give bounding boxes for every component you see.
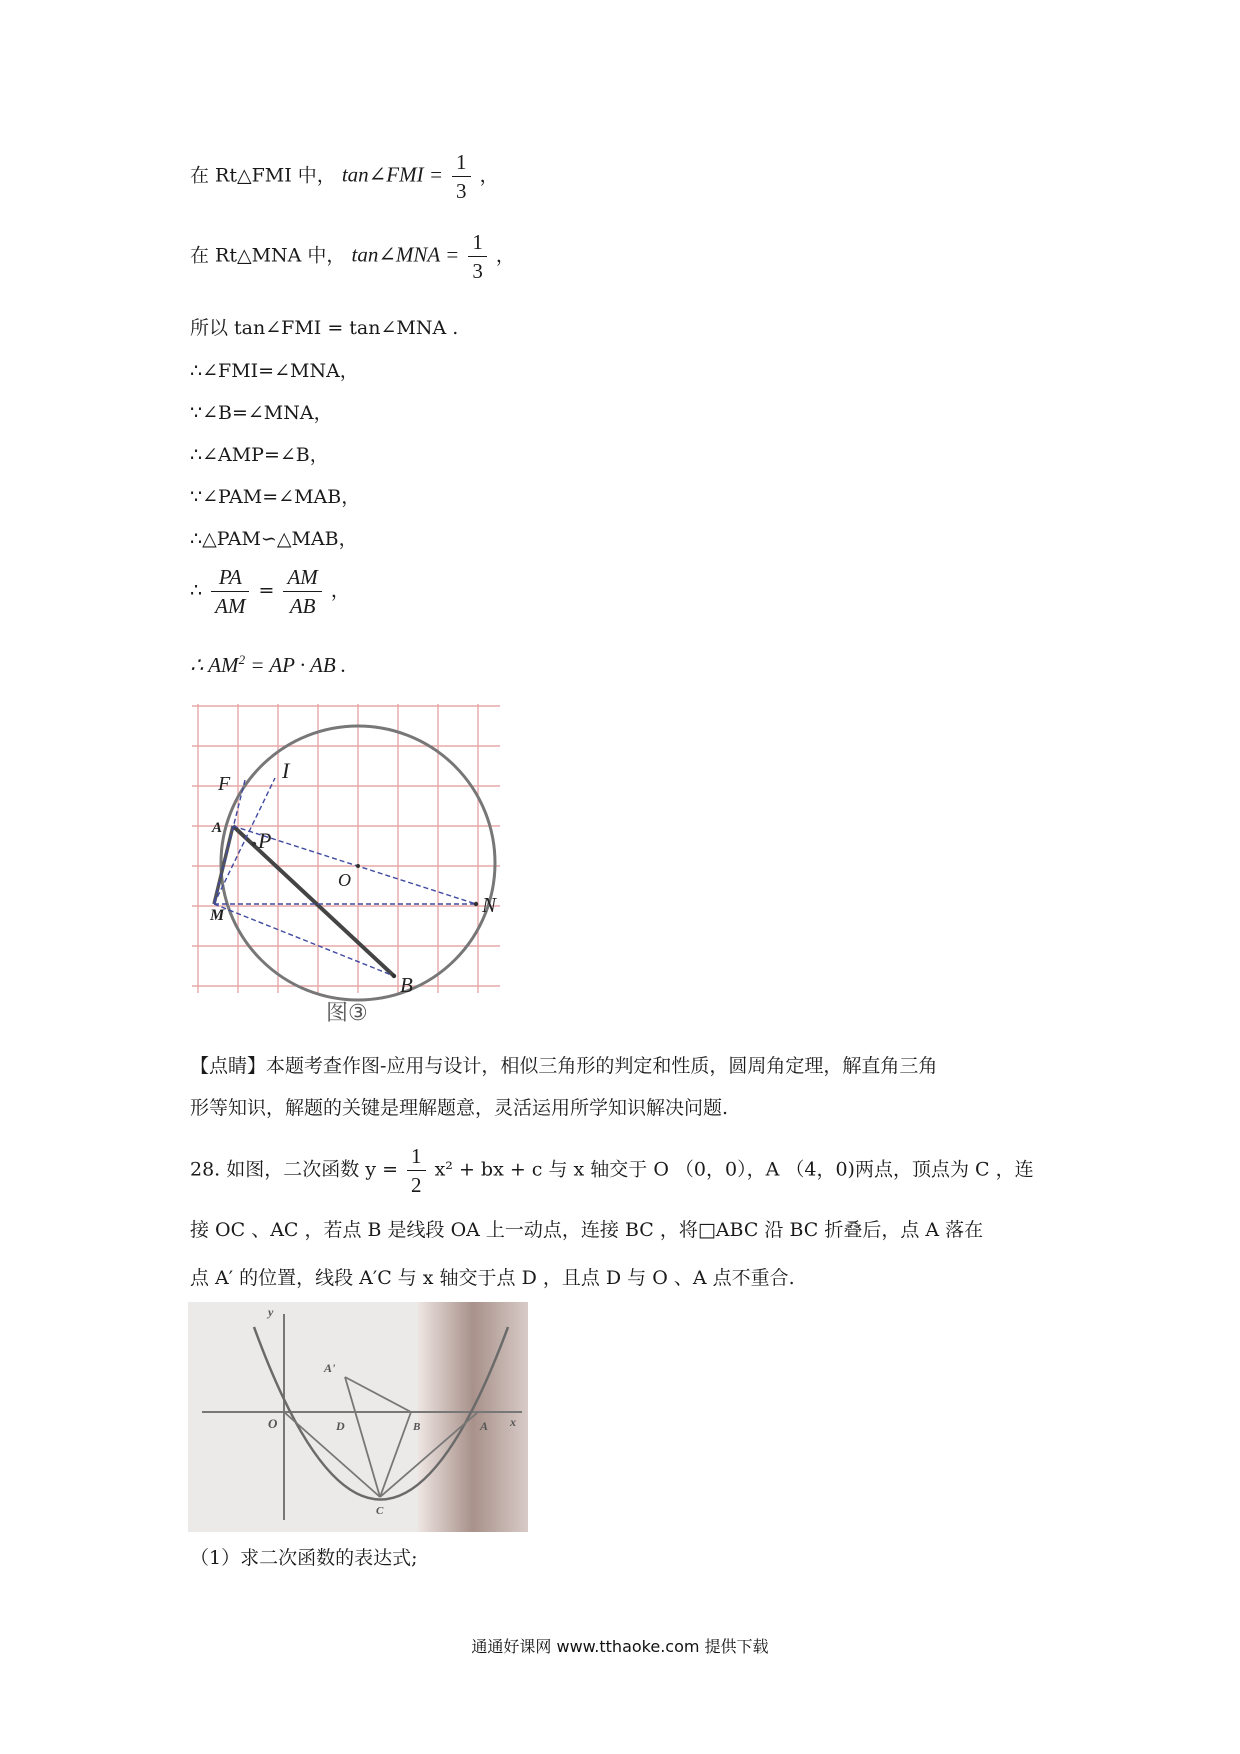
label-b: B [400, 973, 413, 997]
fraction-denominator: 3 [472, 259, 483, 283]
line-tan-fmi-prefix: 在 Rt△FMI 中， [190, 164, 336, 187]
line-angle-b-mna: ∵∠B=∠MNA， [190, 402, 333, 424]
fraction-denominator: 3 [456, 179, 467, 203]
line-am-squared [190, 652, 346, 678]
label-b: B [413, 1421, 421, 1433]
fraction-numerator: AM [283, 565, 321, 592]
label-p: P [258, 828, 272, 853]
line-so-tan-equal: 所以 tan∠FMI = tan∠MNA . [190, 317, 459, 339]
label-a: A [480, 1419, 489, 1433]
fraction-numerator: 1 [407, 1144, 426, 1171]
exponent: 2 [238, 652, 246, 667]
am-rest: = AP · AB . [245, 653, 347, 677]
figure-3-caption: 图③ [326, 1001, 368, 1026]
line-tan-mna-prefix: 在 Rt△MNA 中， [190, 244, 346, 267]
label-y: y [268, 1305, 274, 1319]
line-end: ， [479, 164, 499, 187]
q28-line-1 [190, 1144, 1034, 1197]
line-end: ， [495, 244, 515, 267]
comment-line-2: 形等知识，解题的关键是理解题意，灵活运用所学知识解决问题. [190, 1097, 729, 1119]
figure-28-parabola [188, 1302, 528, 1532]
fraction-one-third-1 [452, 150, 471, 203]
page-footer: 通通好课网 www.tthaoke.com 提供下载 [471, 1637, 769, 1656]
label-f: F [218, 773, 231, 795]
fraction-one-third-2 [468, 230, 487, 283]
q28-line-2: 接 OC 、AC ，若点 B 是线段 OA 上一动点，连接 BC ，将□ABC 沿 BC 折叠后，点 A 落在 [190, 1219, 984, 1241]
line-similar-triangles: ∴△PAM∽△MAB， [190, 528, 358, 550]
label-o: O [268, 1416, 278, 1431]
point-o [356, 864, 360, 868]
fraction-denominator: AM [215, 594, 246, 618]
point-b [392, 974, 396, 978]
line-tan-fmi [190, 150, 499, 203]
sub-question-1: （1）求二次函数的表达式; [190, 1547, 418, 1569]
line-tan-fmi-expr: tan∠FMI = [341, 162, 443, 187]
fraction-pa-am [211, 565, 249, 618]
fraction-numerator: 1 [452, 150, 471, 177]
line-ratio [190, 565, 350, 618]
fraction-am-ab [283, 565, 321, 618]
line-tan-mna-expr: tan∠MNA = [351, 242, 460, 267]
label-o: O [338, 870, 351, 890]
comment-paragraph [190, 1045, 1060, 1129]
fraction-numerator: 1 [468, 230, 487, 257]
fraction-numerator: PA [211, 565, 249, 592]
line-angle-pam-mab: ∵∠PAM=∠MAB， [190, 486, 361, 508]
label-m: M [210, 907, 225, 924]
grid-lines [192, 704, 500, 993]
point-p [252, 842, 256, 846]
segment-mb-dashed [214, 904, 394, 976]
label-x: x [510, 1415, 516, 1429]
label-d: D [336, 1419, 345, 1433]
label-i: I [282, 758, 290, 783]
comment-line-1: 【点睛】本题考查作图-应用与设计，相似三角形的判定和性质，圆周角定理，解直角三角 [190, 1055, 938, 1077]
label-a: A [212, 820, 223, 836]
fraction-denominator: 2 [411, 1173, 422, 1197]
equals-sign: = [258, 579, 275, 602]
label-c: C [376, 1505, 384, 1517]
am-base: ∴ AM [190, 653, 239, 677]
q28-line-1-rest: x² + bx + c 与 x 轴交于 O （0，0），A （4，0)两点，顶点为 C ，连 [434, 1158, 1034, 1181]
line-end: ， [330, 579, 350, 602]
line-angle-fmi-mna: ∴∠FMI=∠MNA， [190, 360, 359, 382]
line-tan-mna [190, 230, 515, 283]
fraction-one-half [407, 1144, 426, 1197]
fraction-denominator: AB [289, 594, 316, 618]
figure-3-circle-grid [190, 698, 510, 1034]
q28-line-3: 点 A′ 的位置，线段 A′C 与 x 轴交于点 D ，且点 D 与 O 、A 点不重合. [190, 1267, 795, 1289]
label-n: N [482, 893, 497, 917]
point-n [474, 902, 478, 906]
q28-line-1-start: 28. 如图，二次函数 y = [190, 1158, 398, 1181]
therefore-symbol: ∴ [190, 579, 203, 602]
label-a-prime: A' [324, 1361, 336, 1375]
line-angle-amp-b: ∴∠AMP=∠B， [190, 444, 329, 466]
